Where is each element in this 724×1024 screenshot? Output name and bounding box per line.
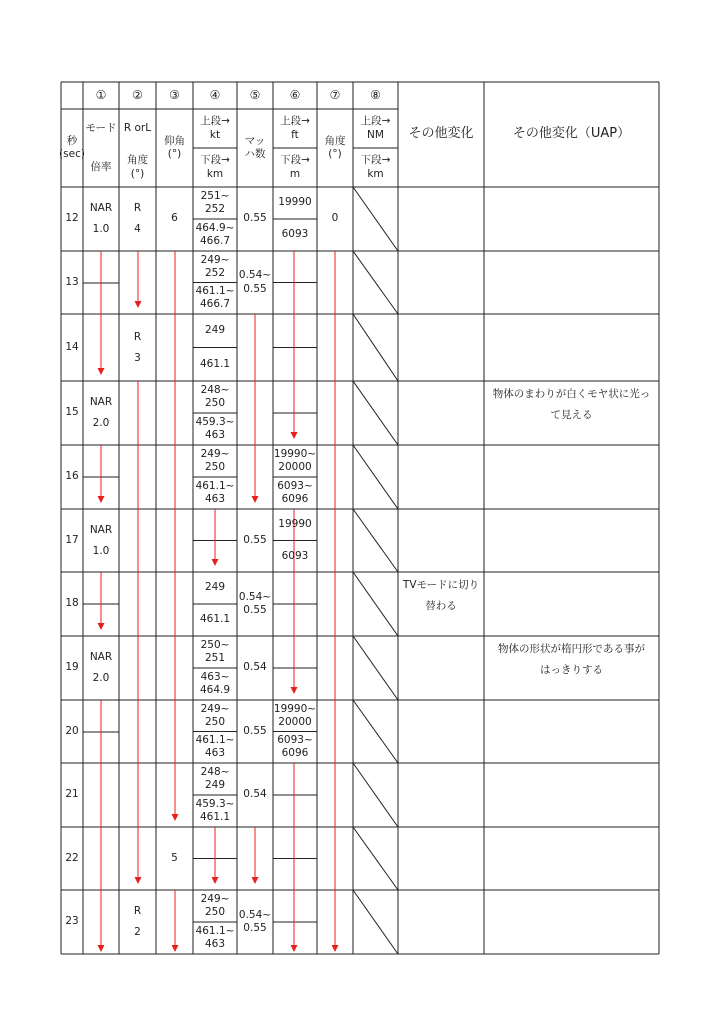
speed-km-cell-line: 463 xyxy=(204,429,226,441)
distance-upper-header-line: 上段→ xyxy=(360,115,391,128)
mode-cell-line: NAR xyxy=(89,651,113,663)
speed-km-cell xyxy=(193,668,237,700)
speed-lower-header xyxy=(193,148,237,187)
continuation-arrow xyxy=(135,251,142,308)
continuation-arrow xyxy=(332,251,339,952)
altitude-lower-header xyxy=(273,148,317,187)
speed-kt-cell-line: 251~ xyxy=(200,189,230,202)
empty-cell-slash xyxy=(353,187,398,251)
empty-cell-slash xyxy=(353,700,398,763)
distance-lower-header-line: km xyxy=(367,167,384,180)
altitude-ft-cell xyxy=(273,187,317,219)
speed-km-cell-line: 464.9~ xyxy=(195,221,235,234)
altitude-ft-cell-line: 19990~ xyxy=(273,702,317,715)
altitude-lower-header-line: 下段→ xyxy=(280,154,310,167)
column-number-line: ③ xyxy=(169,88,180,102)
empty-cell-slash xyxy=(353,636,398,700)
angle-header-line: (°) xyxy=(130,167,145,180)
column-number-line: ② xyxy=(132,88,143,102)
rl-angle-cell-line: 2 xyxy=(134,926,141,938)
speed-km-cell xyxy=(193,732,237,764)
empty-cell-slash xyxy=(353,572,398,636)
second-cell xyxy=(61,187,83,251)
speed-kt-cell-line: 249 xyxy=(204,324,226,337)
uap-change-note-line: はっきりする xyxy=(540,664,603,676)
mach-header-line: ハ数 xyxy=(244,148,266,160)
rl-angle-cell xyxy=(119,314,156,381)
second-cell-line: 13 xyxy=(65,275,79,288)
mach-cell xyxy=(237,700,273,763)
other-change-note-line: TVモードに切り xyxy=(402,579,480,591)
speed-km-cell-line: 461.1~ xyxy=(195,479,235,492)
rl-angle-cell-line: R xyxy=(133,905,142,917)
column-number xyxy=(83,82,119,109)
speed-kt-cell-line: 249~ xyxy=(200,892,230,905)
r-or-l-header-line: R orL xyxy=(123,121,152,134)
column-number xyxy=(119,82,156,109)
second-cell-line: 15 xyxy=(65,406,79,419)
speed-kt-cell-line: 249 xyxy=(204,581,226,594)
mode-cell-line: NAR xyxy=(89,396,113,408)
empty-cell-slash xyxy=(353,445,398,509)
speed-km-cell-line: 461.1~ xyxy=(195,924,235,937)
rl-angle-cell xyxy=(119,890,156,954)
other-change-note-line: 替わる xyxy=(425,600,457,612)
mach-cell xyxy=(237,187,273,251)
mach-cell-line: 0.54 xyxy=(243,661,267,674)
speed-km-cell-line: 464.9 xyxy=(199,684,231,696)
mach-cell-line: 0.55 xyxy=(243,724,267,737)
mach-cell-line: 0.55 xyxy=(243,533,267,546)
uap-change-note-line: 物体のまわりが白くモヤ状に光っ xyxy=(492,388,651,400)
altitude-m-cell-line: 6093~ xyxy=(277,479,313,492)
altitude-ft-cell-line: 19990 xyxy=(278,518,312,531)
column-number xyxy=(353,82,398,109)
speed-kt-cell-line: 252 xyxy=(204,203,226,215)
elevation-header-line: 仰角 xyxy=(164,134,185,147)
altitude-ft-cell-line: 19990 xyxy=(278,196,312,209)
speed-kt-cell xyxy=(193,314,237,348)
mach-cell xyxy=(237,890,273,954)
speed-kt-cell xyxy=(193,187,237,219)
magnification-header xyxy=(83,148,119,187)
speed-km-cell-line: 461.1~ xyxy=(195,285,235,298)
altitude-lower-header-line: m xyxy=(289,167,301,180)
uap-change-note xyxy=(484,381,659,429)
second-cell-line: 21 xyxy=(65,788,79,801)
speed-km-cell xyxy=(193,348,237,382)
altitude-ft-cell-line: 19990~ xyxy=(273,447,317,460)
column-number xyxy=(193,82,237,109)
continuation-arrow xyxy=(98,251,105,375)
mode-cell xyxy=(83,509,119,572)
second-cell-line: 18 xyxy=(65,597,79,610)
continuation-arrow xyxy=(98,700,105,952)
column-number xyxy=(317,82,353,109)
elevation-header-line: (°) xyxy=(167,148,182,160)
mode-header xyxy=(83,109,119,148)
empty-cell-slash xyxy=(353,381,398,445)
magnification-header-line: 倍率 xyxy=(90,160,112,173)
mach-cell-line: 0.55 xyxy=(243,922,267,934)
speed-km-cell-line: 463~ xyxy=(200,670,230,683)
column-number-line: ⑥ xyxy=(289,88,301,102)
mach-cell xyxy=(237,251,273,314)
speed-km-cell-line: 461.1 xyxy=(199,811,231,823)
empty-cell-slash xyxy=(353,763,398,827)
speed-km-cell xyxy=(193,604,237,636)
second-cell xyxy=(61,763,83,827)
continuation-arrow xyxy=(252,827,259,884)
second-cell-line: 20 xyxy=(65,724,79,737)
speed-kt-cell xyxy=(193,636,237,668)
second-cell xyxy=(61,700,83,763)
speed-kt-cell-line: 251 xyxy=(204,652,226,664)
mach-cell-line: 0.54~ xyxy=(238,590,272,603)
mode-header-line: モード xyxy=(85,121,117,134)
column-number xyxy=(273,82,317,109)
altitude-ft-cell-line: 20000 xyxy=(278,461,312,473)
continuation-arrow xyxy=(172,890,179,952)
speed-kt-cell-line: 249 xyxy=(204,779,226,791)
mach-cell-line: 0.54~ xyxy=(238,269,272,282)
distance-lower-header-line: 下段→ xyxy=(360,154,391,167)
altitude-ft-cell xyxy=(273,509,317,541)
column-number xyxy=(237,82,273,109)
mode-cell xyxy=(83,187,119,251)
mach-cell-line: 0.54~ xyxy=(238,908,272,921)
column-number-line: ⑤ xyxy=(249,88,261,102)
altitude-m-cell xyxy=(273,541,317,573)
speed-upper-header-line: kt xyxy=(209,128,221,141)
mach-cell-line: 0.55 xyxy=(243,212,267,225)
mode-cell xyxy=(83,381,119,445)
second-cell xyxy=(61,890,83,954)
altitude-m-cell-line: 6093~ xyxy=(277,734,313,747)
r-or-l-header xyxy=(119,109,156,148)
second-cell xyxy=(61,381,83,445)
speed-km-cell xyxy=(193,477,237,509)
speed-kt-cell-line: 248~ xyxy=(200,765,230,778)
altitude-upper-header-line: 上段→ xyxy=(280,115,310,128)
speed-km-cell xyxy=(193,283,237,315)
distance-upper-header-line: NM xyxy=(367,128,384,141)
altitude-upper-header xyxy=(273,109,317,148)
altitude-m-cell-line: 6093 xyxy=(281,549,309,562)
second-cell-line: 12 xyxy=(65,212,79,225)
speed-km-cell-line: 459.3~ xyxy=(195,415,235,428)
altitude-upper-header-line: ft xyxy=(291,128,299,141)
speed-km-cell-line: 461.1 xyxy=(199,357,231,370)
speed-kt-cell xyxy=(193,890,237,922)
mach-header xyxy=(237,109,273,187)
second-cell xyxy=(61,636,83,700)
elevation-cell xyxy=(156,827,193,890)
seconds-header-line: (sec) xyxy=(59,148,85,160)
altitude-m-cell xyxy=(273,477,317,509)
second-cell xyxy=(61,251,83,314)
speed-kt-cell-line: 248~ xyxy=(200,383,230,396)
continuation-arrow xyxy=(252,314,259,503)
speed-km-cell-line: 461.1 xyxy=(199,613,231,626)
continuation-arrow xyxy=(291,763,298,952)
seconds-header xyxy=(61,109,83,187)
speed-km-cell-line: 466.7 xyxy=(199,298,231,311)
altitude-ft-cell xyxy=(273,445,317,477)
mode-cell xyxy=(83,636,119,700)
rl-angle-cell-line: R xyxy=(133,330,142,343)
altitude-m-cell-line: 6096 xyxy=(281,747,309,760)
speed-lower-header-line: 下段→ xyxy=(200,154,230,167)
mach-cell-line: 0.54 xyxy=(243,788,267,801)
continuation-arrow xyxy=(291,251,298,439)
speed-kt-cell xyxy=(193,445,237,477)
speed-kt-cell-line: 250 xyxy=(204,906,226,918)
uap-changes-header xyxy=(484,82,659,187)
second-cell xyxy=(61,445,83,509)
second-cell-line: 19 xyxy=(65,661,79,674)
speed-kt-cell xyxy=(193,572,237,604)
second-cell-line: 22 xyxy=(65,851,79,864)
second-cell xyxy=(61,572,83,636)
uap-change-note-line: て見える xyxy=(550,409,593,421)
speed-kt-cell-line: 250 xyxy=(204,715,226,728)
angle7-header-line: 角度 xyxy=(324,134,346,147)
elevation-cell-line: 6 xyxy=(171,212,178,225)
speed-kt-cell-line: 249~ xyxy=(200,447,230,460)
angle-header-line: 角度 xyxy=(127,154,148,167)
rl-angle-cell-line: 3 xyxy=(134,351,141,364)
speed-km-cell xyxy=(193,795,237,827)
empty-cell-slash xyxy=(353,827,398,890)
continuation-arrow xyxy=(98,572,105,630)
empty-cell-slash xyxy=(353,314,398,381)
column-number-line: ④ xyxy=(209,88,221,102)
mode-cell-line: NAR xyxy=(89,523,113,536)
second-cell xyxy=(61,314,83,381)
second-cell-line: 17 xyxy=(65,533,79,546)
mach-cell-line: 0.55 xyxy=(243,604,267,616)
rl-angle-cell-line: 4 xyxy=(134,223,141,235)
speed-km-cell-line: 463 xyxy=(204,747,226,760)
speed-km-cell xyxy=(193,219,237,251)
speed-kt-cell-line: 249~ xyxy=(200,702,230,715)
speed-kt-cell-line: 250~ xyxy=(200,638,230,651)
speed-lower-header-line: km xyxy=(206,167,224,180)
speed-km-cell-line: 463 xyxy=(204,493,226,505)
second-cell-line: 23 xyxy=(65,915,79,928)
mach-header-line: マッ xyxy=(244,134,266,147)
other-changes-header-line: その他変化 xyxy=(408,126,474,142)
column-number-line: ① xyxy=(95,88,107,102)
empty-cell-slash xyxy=(353,890,398,954)
empty-cell-slash xyxy=(353,509,398,572)
angle7-header xyxy=(317,109,353,187)
second-cell xyxy=(61,827,83,890)
column-number xyxy=(156,82,193,109)
other-change-note xyxy=(398,572,484,620)
uap-change-note xyxy=(484,636,659,684)
angle7-cell xyxy=(317,187,353,251)
second-cell-line: 14 xyxy=(65,340,79,353)
speed-km-cell-line: 459.3~ xyxy=(195,797,235,810)
continuation-arrow xyxy=(212,509,219,566)
mach-cell xyxy=(237,636,273,700)
speed-km-cell xyxy=(193,922,237,954)
uap-changes-header-line: その他変化（UAP） xyxy=(512,126,631,142)
speed-km-cell-line: 466.7 xyxy=(199,235,231,247)
uap-change-note-line: 物体の形状が楕円形である事が xyxy=(498,643,645,655)
mode-cell-line: 1.0 xyxy=(92,544,110,557)
speed-kt-cell-line: 250 xyxy=(204,461,226,473)
continuation-arrow xyxy=(172,251,179,821)
mach-cell xyxy=(237,572,273,636)
column-number-line: ⑦ xyxy=(329,88,341,102)
distance-lower-header xyxy=(353,148,398,187)
mode-cell-line: NAR xyxy=(89,202,113,214)
speed-upper-header xyxy=(193,109,237,148)
elevation-cell xyxy=(156,187,193,251)
elevation-header xyxy=(156,109,193,187)
other-changes-header xyxy=(398,82,484,187)
speed-km-cell-line: 463 xyxy=(204,938,226,950)
rl-angle-cell xyxy=(119,187,156,251)
seconds-header-line: 秒 xyxy=(66,134,78,147)
continuation-arrow xyxy=(135,381,142,884)
speed-kt-cell-line: 249~ xyxy=(200,253,230,266)
angle7-cell-line: 0 xyxy=(331,212,339,225)
altitude-m-cell-line: 6093 xyxy=(281,228,309,241)
distance-upper-header xyxy=(353,109,398,148)
speed-upper-header-line: 上段→ xyxy=(200,115,230,128)
altitude-m-cell-line: 6096 xyxy=(281,493,309,505)
column-number-line: ⑧ xyxy=(370,88,381,102)
elevation-cell-line: 5 xyxy=(171,851,178,864)
mode-cell-line: 1.0 xyxy=(92,223,110,235)
mach-cell xyxy=(237,509,273,572)
altitude-ft-cell-line: 20000 xyxy=(278,715,312,728)
mode-cell-line: 2.0 xyxy=(92,672,110,684)
speed-kt-cell-line: 250 xyxy=(204,397,226,409)
mode-cell-line: 2.0 xyxy=(92,417,110,429)
speed-kt-cell xyxy=(193,251,237,283)
speed-km-cell xyxy=(193,413,237,445)
second-cell-line: 16 xyxy=(65,470,79,483)
speed-kt-cell xyxy=(193,381,237,413)
continuation-arrow xyxy=(212,827,219,884)
angle7-header-line: (°) xyxy=(328,148,342,160)
speed-kt-cell xyxy=(193,700,237,732)
mach-cell-line: 0.55 xyxy=(243,282,267,295)
speed-kt-cell-line: 252 xyxy=(204,266,226,279)
mach-cell xyxy=(237,763,273,827)
speed-km-cell-line: 461.1~ xyxy=(195,734,235,747)
second-cell xyxy=(61,509,83,572)
angle-header xyxy=(119,148,156,187)
continuation-arrow xyxy=(98,445,105,503)
altitude-m-cell xyxy=(273,219,317,251)
rl-angle-cell-line: R xyxy=(133,202,142,214)
empty-cell-slash xyxy=(353,251,398,314)
altitude-ft-cell xyxy=(273,700,317,732)
altitude-m-cell xyxy=(273,732,317,764)
speed-kt-cell xyxy=(193,763,237,795)
